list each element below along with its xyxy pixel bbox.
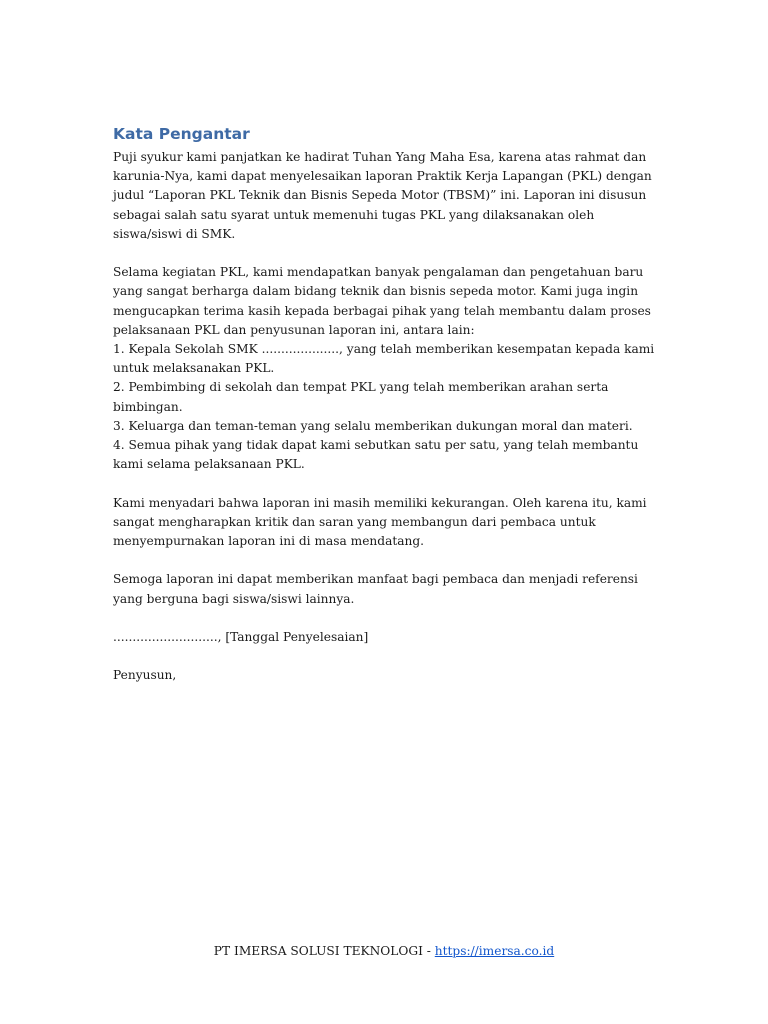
list-item: 3. Keluarga dan teman-teman yang selalu memberikan dukungan moral dan materi. [113, 418, 633, 433]
list-item: 4. Semua pihak yang tidak dapat kami sebutkan satu per satu, yang telah membantu kami selama pelaksanaan PKL. [113, 438, 639, 472]
date-line: ..........................., [Tanggal Penyelesaian] [113, 630, 369, 645]
acknowledgement-paragraph: Selama kegiatan PKL, kami mendapatkan banyak pengalaman dan pengetahuan baru yang sangat berharga dalam bidang teknik dan bisnis sepeda motor. Kami juga ingin mengucapkan terima kasih kepada berbagai pihak yang telah membantu dalam proses pelaksanaan PKL dan penyusunan laporan ini, antara lain: [113, 265, 651, 337]
acknowledgement-block [113, 263, 658, 474]
hope-paragraph: Semoga laporan ini dapat memberikan manfaat bagi pembaca dan menjadi referensi yang berguna bagi siswa/siswi lainnya. [113, 572, 638, 606]
closing-paragraph: Kami menyadari bahwa laporan ini masih memiliki kekurangan. Oleh karena itu, kami sangat mengharapkan kritik dan saran yang membangun dari pembaca untuk menyempurnakan laporan ini di masa mendatang. [113, 495, 647, 549]
intro-paragraph: Puji syukur kami panjatkan ke hadirat Tuhan Yang Maha Esa, karena atas rahmat dan karunia-Nya, kami dapat menyelesaikan laporan Praktik Kerja Lapangan (PKL) dengan judul “Laporan PKL Teknik dan Bisnis Sepeda Motor (TBSM)” ini. Laporan ini disusun sebagai salah satu syarat untuk memenuhi tugas PKL yang dilaksanakan oleh siswa/siswi di SMK. [113, 150, 652, 241]
page-footer [0, 944, 768, 958]
list-item: 2. Pembimbing di sekolah dan tempat PKL yang telah memberikan arahan serta bimbingan. [113, 380, 609, 414]
signature-label: Penyusun, [113, 668, 177, 683]
list-item: 1. Kepala Sekolah SMK ...................., yang telah memberikan kesempatan kepada kami untuk melaksanakan PKL. [113, 342, 655, 376]
footer-link[interactable]: https://imersa.co.id [434, 944, 555, 958]
document-page [113, 124, 658, 705]
document-heading: Kata Pengantar [113, 125, 250, 143]
footer-company: PT IMERSA SOLUSI TEKNOLOGI - [213, 944, 435, 958]
